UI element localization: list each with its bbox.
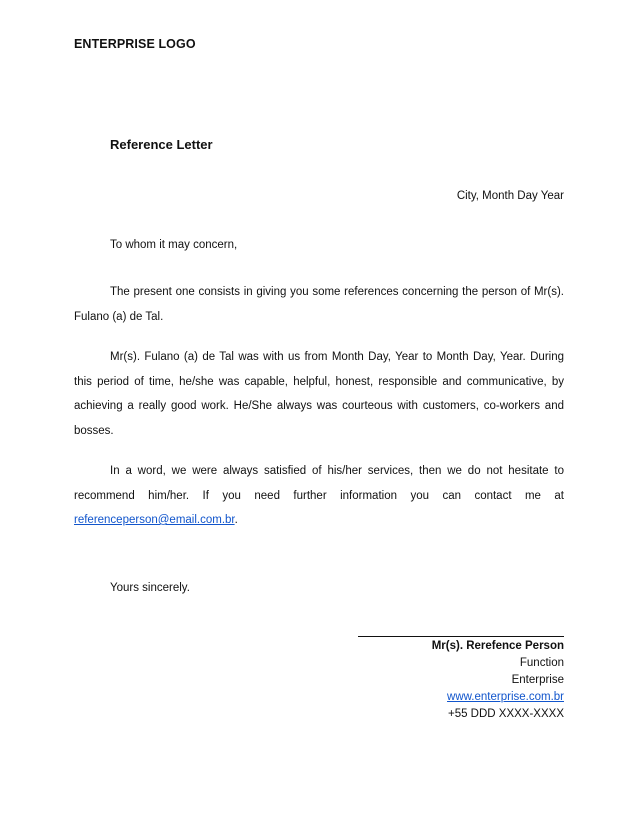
paragraph-recommendation	[74, 459, 564, 533]
letter-title: Reference Letter	[110, 137, 213, 152]
paragraph-recommendation-text: In a word, we were always satisfied of his/her services, then we do not hesitate to recommend him/her. If you need further information you can contact me at	[74, 465, 564, 502]
signature-line	[358, 626, 564, 637]
signatory-name: Mr(s). Rerefence Person	[431, 640, 564, 652]
enterprise-logo: ENTERPRISE LOGO	[74, 37, 196, 51]
paragraph-recommendation-end: .	[234, 514, 238, 526]
paragraph-employment: Mr(s). Fulano (a) de Tal was with us from Month Day, Year to Month Day, Year. During this period of time, he/she was capable, helpful, honest, responsible and communicative, by achieving a really good work. He/She always was courteous with customers, co-workers and bosses.	[74, 351, 564, 437]
signature-block	[358, 626, 564, 723]
letter-date: City, Month Day Year	[456, 190, 564, 202]
signatory-phone: +55 DDD XXXX-XXXX	[447, 708, 564, 720]
contact-email-link[interactable]: referenceperson@email.com.br	[74, 514, 235, 526]
paragraph-intro: The present one consists in giving you some references concerning the person of Mr(s). Fulano (a) de Tal.	[74, 286, 564, 323]
salutation: To whom it may concern,	[110, 239, 238, 251]
signatory-company: Enterprise	[511, 674, 564, 686]
signatory-function: Function	[519, 657, 564, 669]
company-website-link[interactable]: www.enterprise.com.br	[447, 691, 564, 703]
closing: Yours sincerely.	[110, 582, 190, 594]
